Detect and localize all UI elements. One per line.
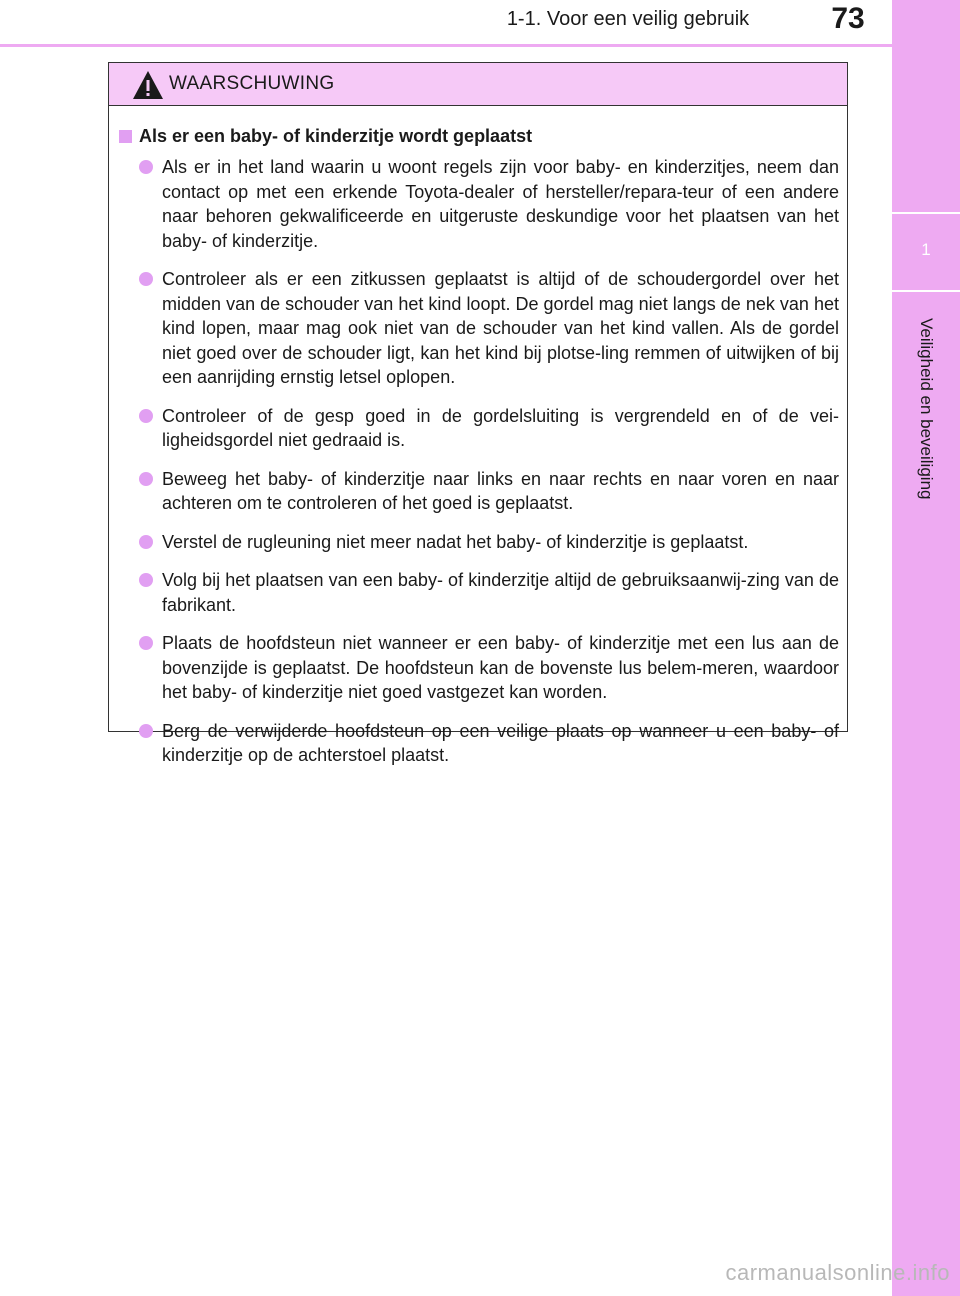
bullet-list [119, 155, 839, 768]
round-bullet-icon [139, 160, 153, 174]
header-divider [0, 44, 892, 47]
list-item [119, 530, 839, 555]
warning-body [109, 106, 847, 768]
round-bullet-icon [139, 724, 153, 738]
chapter-label: Veiligheid en beveiliging [917, 318, 936, 500]
round-bullet-icon [139, 573, 153, 587]
list-item-text: Controleer als er een zitkussen geplaatst is altijd of de schoudergordel over het midden van de schouder van het kind loopt. De gordel mag niet langs de nek van het kind lopen, maar mag ook niet van de schouder van het kind vallen. Als de gordel niet goed over de schouder ligt, kan het kind bij plotse-ling remmen of uitwijken of bij een aanrijding ernstig letsel oplopen. [162, 269, 839, 387]
list-item-text: Volg bij het plaatsen van een baby- of kinderzitje altijd de gebruiksaanwij-zing van de fabrikant. [162, 570, 839, 615]
warning-box [108, 62, 848, 765]
list-item-text: Berg de verwijderde hoofdsteun op een veilige plaats op wanneer u een baby- of kinderzitje op de achterstoel plaatst. [162, 720, 839, 765]
list-item [119, 267, 839, 390]
list-item [119, 719, 839, 768]
page-number: 73 [831, 2, 865, 35]
list-item-text: Controleer of de gesp goed in de gordelsluiting is vergrendeld en of de vei-ligheidsgordel niet gedraaid is. [162, 405, 839, 450]
list-item-text: Verstel de rugleuning niet meer nadat het baby- of kinderzitje is geplaatst. [162, 531, 749, 552]
round-bullet-icon [139, 472, 153, 486]
list-item [119, 631, 839, 705]
warning-triangle-icon [131, 69, 165, 101]
list-item [119, 155, 839, 253]
list-item [119, 404, 839, 453]
chapter-side-tab [892, 0, 960, 1296]
round-bullet-icon [139, 409, 153, 423]
section-heading [119, 126, 839, 147]
watermark: carmanualsonline.info [725, 1260, 950, 1285]
warning-title: WAARSCHUWING [169, 73, 335, 94]
list-item-text: Beweeg het baby- of kinderzitje naar links en naar rechts en naar voren en naar achteren om te controleren of het goed is geplaatst. [162, 468, 839, 513]
section-title: 1-1. Voor een veilig gebruik [506, 8, 750, 30]
chapter-number: 1 [921, 240, 931, 259]
side-tab-divider-bottom [892, 290, 960, 292]
list-item-text: Plaats de hoofdsteun niet wanneer er een baby- of kinderzitje met een lus aan de bovenzijde is geplaatst. De hoofdsteun kan de bovenste lus belem-meren, waardoor het baby- of kinderzitje niet goed vastgezet kan worden. [162, 633, 839, 702]
section-heading-text: Als er een baby- of kinderzitje wordt geplaatst [139, 126, 533, 146]
side-tab-divider-top [892, 212, 960, 214]
round-bullet-icon [139, 272, 153, 286]
list-item [119, 467, 839, 516]
round-bullet-icon [139, 535, 153, 549]
square-bullet-icon [119, 130, 132, 143]
list-item [119, 568, 839, 617]
list-item-text: Als er in het land waarin u woont regels zijn voor baby- en kinderzitjes, neem dan contact op met een erkende Toyota-dealer of hersteller/repara-teur of een andere naar behoren gekwalificeerde en uitgeruste deskundige voor het plaatsen van het baby- of kinderzitje. [162, 157, 839, 251]
round-bullet-icon [139, 636, 153, 650]
warning-header [109, 63, 847, 106]
